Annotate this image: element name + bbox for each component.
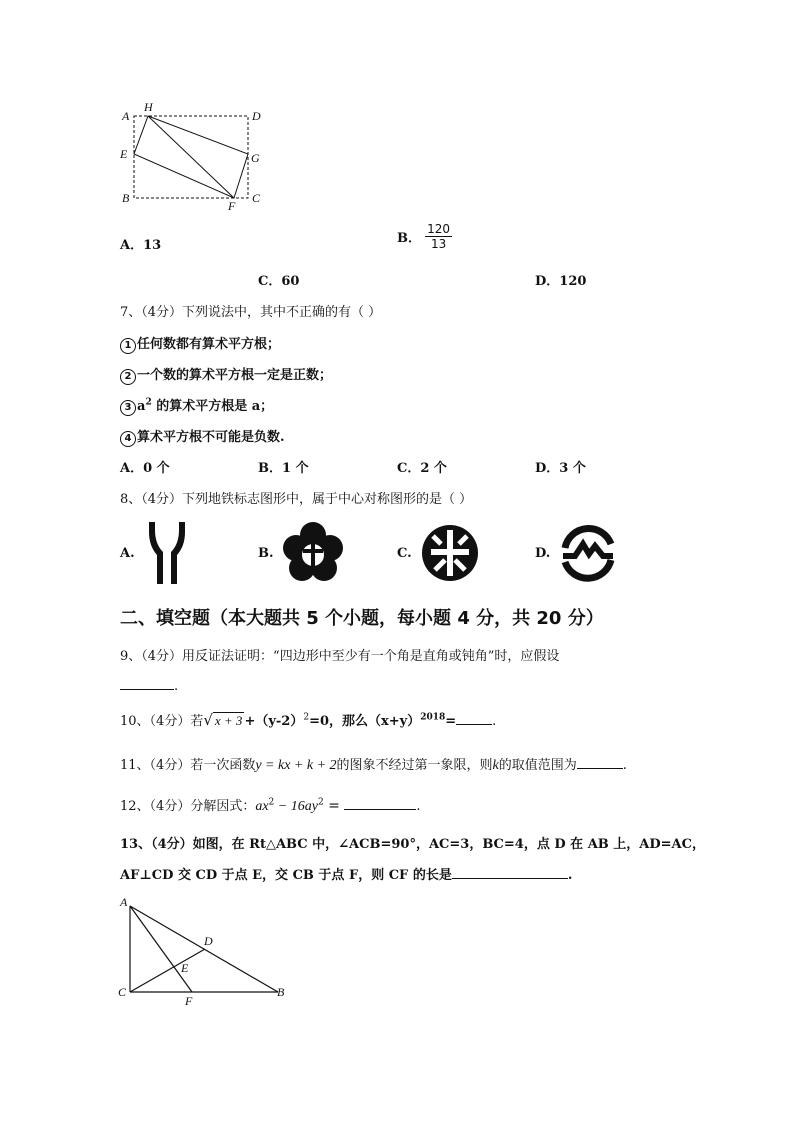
fraction-denominator: 13 — [430, 237, 447, 251]
label-B: B — [277, 985, 285, 999]
period: . — [174, 679, 179, 694]
option-label: D． — [535, 461, 560, 476]
q7-option-c[interactable] — [397, 457, 447, 476]
segment-af — [130, 906, 192, 992]
option-label: A． — [120, 461, 144, 476]
answer-blank[interactable] — [120, 677, 174, 690]
q12-stem — [120, 795, 420, 815]
option-label: A． — [120, 238, 144, 253]
circled-number: 1 — [120, 338, 136, 354]
q12-formula-c: = — [323, 798, 345, 814]
q10-post: = — [445, 714, 457, 729]
q6-option-a[interactable] — [120, 234, 161, 253]
q12-prefix: 12、（4分）分解因式： — [120, 799, 256, 814]
option-value: 60 — [281, 274, 300, 289]
metro-logo-s-icon — [557, 522, 619, 584]
q7-option-b[interactable] — [258, 457, 309, 476]
q11-formula: y = kx + k + 2 — [255, 758, 337, 773]
option-label: C． — [397, 461, 421, 476]
statement-text: 任何数都有算术平方根； — [137, 337, 281, 352]
label-D: D — [252, 109, 261, 123]
q13-line-2 — [120, 864, 572, 883]
option-value: 0 个 — [143, 461, 170, 476]
label-D: D — [204, 934, 213, 948]
period: . — [622, 758, 627, 773]
circled-number: 3 — [120, 400, 136, 416]
fraction — [425, 222, 452, 251]
rectangle-figure — [112, 96, 272, 216]
q7-statement-4 — [120, 426, 285, 447]
label-A: A — [122, 109, 130, 123]
q10-exponent: 2018 — [420, 712, 446, 723]
q11-stem — [120, 754, 627, 774]
q7-option-d[interactable] — [535, 457, 586, 476]
statement-var: a — [137, 399, 146, 414]
label-A: A — [120, 895, 128, 909]
statement-sup: 2 — [145, 397, 152, 408]
option-value: 13 — [143, 238, 162, 253]
circled-number: 2 — [120, 369, 136, 385]
label-C: C — [252, 191, 261, 205]
metro-logo-flower-icon — [282, 522, 344, 584]
q7-statement-3 — [120, 395, 273, 416]
option-value: 120 — [559, 274, 587, 289]
label-E: E — [181, 961, 189, 975]
q12-formula-a: ax — [255, 799, 269, 814]
label-C: C — [118, 985, 127, 999]
option-label: C． — [258, 274, 282, 289]
q10-stem — [120, 710, 496, 729]
q11-prefix: 11、（4分）若一次函数 — [120, 758, 256, 773]
q7-statement-1 — [120, 333, 280, 354]
answer-blank[interactable] — [452, 866, 568, 879]
q7-stem: 7、（4分）下列说法中，其中不正确的有（ ） — [120, 305, 382, 320]
label-G: G — [251, 151, 260, 165]
option-label: A. — [120, 546, 135, 561]
option-value: 1 个 — [282, 461, 309, 476]
q10-mid: +（y-2） — [244, 714, 304, 729]
answer-blank[interactable] — [577, 756, 623, 769]
q11-post: 的取值范围为 — [498, 758, 577, 773]
q13-line-2-text: AF⊥CD 交 CD 于点 E，交 CB 于点 F，则 CF 的长是 — [120, 868, 452, 883]
option-value: 2 个 — [420, 461, 447, 476]
diagonal-hf — [148, 116, 234, 198]
q12-formula-b: − 16ay — [274, 799, 318, 814]
answer-blank[interactable] — [344, 797, 416, 810]
circled-number: 4 — [120, 431, 136, 447]
option-value: 3 个 — [559, 461, 586, 476]
fraction-numerator: 120 — [427, 222, 451, 236]
section-heading: 二、填空题（本大题共 5 个小题，每小题 4 分，共 20 分） — [120, 608, 604, 629]
label-B: B — [122, 191, 130, 205]
q12-sup1: 2 — [268, 797, 275, 808]
option-label: C. — [397, 546, 412, 561]
metro-logo-y-icon — [146, 522, 188, 584]
q7-option-a[interactable] — [120, 457, 170, 476]
statement-text: 算术平方根不可能是负数. — [137, 430, 285, 445]
label-F: F — [228, 199, 236, 213]
period: . — [416, 799, 421, 814]
option-label: D． — [535, 274, 560, 289]
answer-blank[interactable] — [456, 712, 492, 725]
sqrt-sign: √ — [203, 711, 213, 729]
q8-stem: 8、（4分）下列地铁标志图形中，属于中心对称图形的是（ ） — [120, 492, 473, 507]
option-label: B． — [258, 461, 282, 476]
period: . — [567, 868, 573, 883]
q11-mid: 的图象不经过第一象限，则 — [336, 758, 493, 773]
q12-sup2: 2 — [317, 797, 324, 808]
statement-text: 一个数的算术平方根一定是正数； — [137, 368, 333, 383]
statement-text: 的算术平方根是 a； — [151, 399, 274, 414]
q9-answer — [120, 677, 178, 694]
q10-mid-sup: 2 — [303, 712, 310, 723]
q13-line-1: 13、（4分）如图，在 Rt△ABC 中，∠ACB=90°，AC=3，BC=4，点 D 在 AB 上，AD=AC， — [120, 837, 705, 852]
sqrt-radicand: x + 3 — [214, 713, 243, 728]
q11-k: k — [492, 758, 499, 773]
triangle-figure — [112, 892, 292, 1008]
option-label: D. — [535, 546, 551, 561]
q9-stem: 9、（4分）用反证法证明：“四边形中至少有一个角是直角或钝角”时，应假设 — [120, 649, 560, 664]
option-label: B. — [258, 546, 274, 561]
q6-option-d[interactable] — [535, 270, 586, 289]
q6-option-c[interactable] — [258, 270, 299, 289]
q10-mid2: =0，那么（x+y） — [309, 714, 421, 729]
q7-statement-2 — [120, 364, 332, 385]
label-H: H — [144, 100, 153, 114]
q10-prefix: 10、（4分）若 — [120, 714, 204, 729]
option-label: B． — [397, 231, 421, 246]
period: . — [492, 714, 497, 729]
label-E: E — [120, 147, 128, 161]
segment-cd — [130, 949, 205, 992]
metro-logo-circle-icon — [421, 524, 479, 582]
label-F: F — [185, 994, 193, 1008]
q6-option-b[interactable] — [397, 222, 452, 251]
